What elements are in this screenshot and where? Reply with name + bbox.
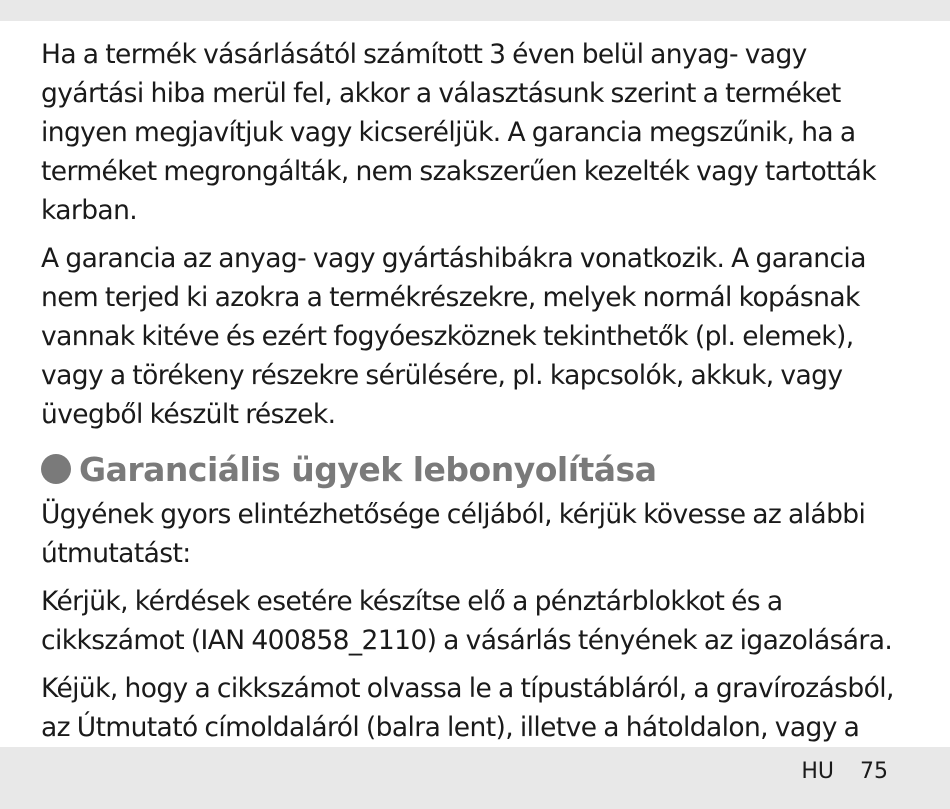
page-number: 75	[860, 759, 888, 784]
manual-page	[0, 21, 950, 747]
language-code: HU	[801, 759, 834, 784]
page-footer	[0, 747, 950, 809]
section-paragraph-2: Kérjük, kérdések esetére készítse elő a pénztárblokkot és a cikkszámot (IAN 400858_2110) a vásárlás tényének az igazolására.	[41, 586, 893, 656]
warranty-paragraph-1: Ha a termék vásárlásától számított 3 éven belül anyag- vagy gyártási hiba merül fel, akkor a választásunk szerint a terméket ingyen megjavítjuk vagy kicseréljük. A garancia megszűnik, ha a terméket megrongálták, nem szakszerűen kezelték vagy tartották karban.	[41, 39, 877, 226]
top-margin-band	[0, 0, 950, 21]
section-paragraph-3: Kéjük, hogy a cikkszámot olvassa le a típustábláról, a gravírozásból, az Útmutató címoldaláról (balra lent), illetve a hátoldalon, vagy a	[41, 673, 894, 743]
section-heading	[41, 443, 911, 495]
page-content	[41, 35, 911, 795]
footer-info	[801, 759, 888, 784]
section-paragraph-1: Ügyének gyors elintézhetősége céljából, kérjük kövesse az alábbi útmutatást:	[41, 499, 866, 569]
warranty-paragraph-2: A garancia az anyag- vagy gyártáshibákra vonatkozik. A garancia nem terjed ki azokra a termékrészekre, melyek normál kopásnak vannak kitéve és ezért fogyóeszköznek tekinthetők (pl. elemek), vagy a törékeny részekre sérülésére, pl. kapcsolók, akkuk, vagy üvegből készült részek.	[41, 243, 866, 430]
section-heading-text: Garanciális ügyek lebonyolítása	[79, 449, 657, 489]
filled-circle-icon	[41, 454, 71, 484]
